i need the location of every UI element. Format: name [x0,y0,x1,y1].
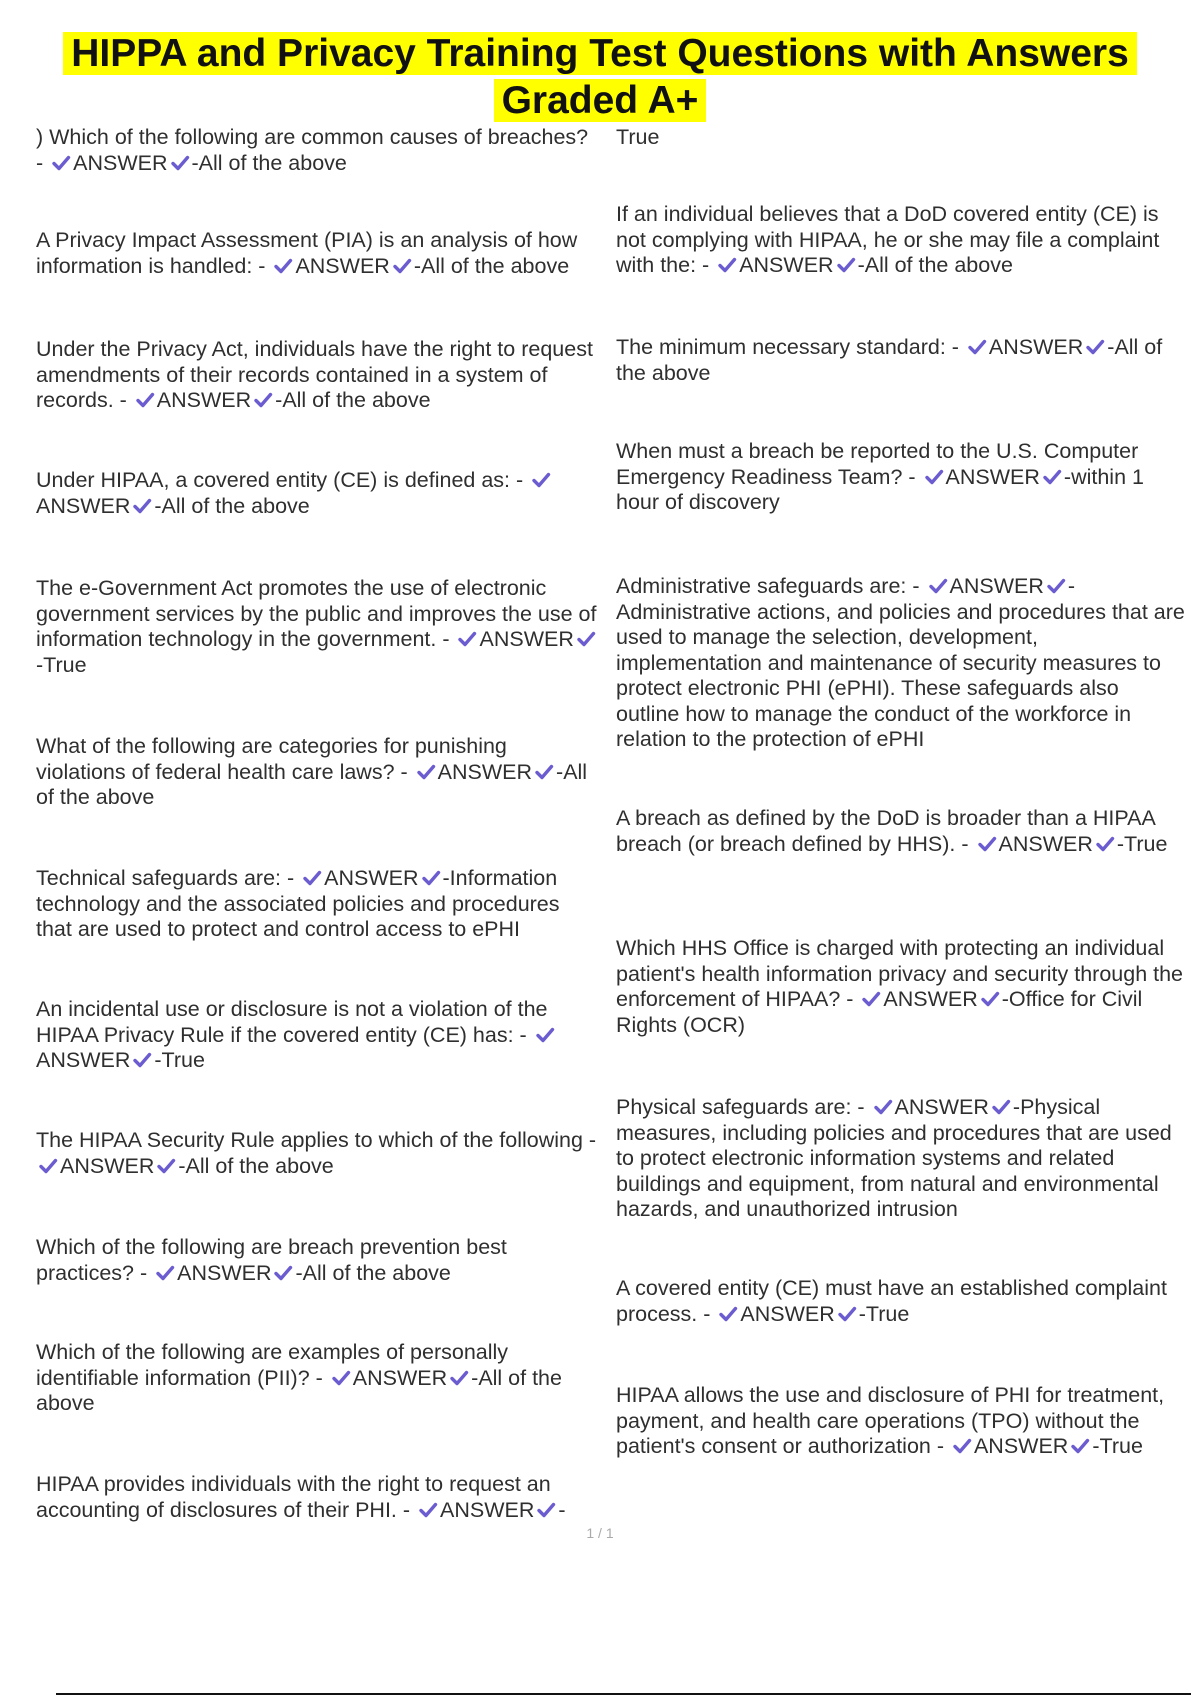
check-icon [421,868,441,888]
answer-label: ANSWER [156,388,252,412]
check-icon [1070,1436,1090,1456]
check-icon [273,1263,293,1283]
question-text: Which of the following are breach prevention best practices? - [36,1235,507,1285]
check-icon [132,496,152,516]
question-text: A Privacy Impact Assessment (PIA) is an analysis of how information is handled: - [36,228,578,278]
qa-item [36,337,601,414]
qa-item [36,228,601,279]
qa-item [36,1128,601,1179]
question-text: HIPAA allows the use and disclosure of PHI for treatment, payment, and health care operations (TPO) without the patient's consent or authorization - [616,1383,1165,1458]
answer-label: ANSWER [988,335,1084,359]
answer-text: - [558,1497,566,1522]
question-text: ) Which of the following are common causes of breaches? - [36,125,589,175]
check-icon [1095,834,1115,854]
answer-text: -Information technology and the associated policies and procedures that are used to protect and control access to ePHI [36,866,560,941]
question-text: An incidental use or disclosure is not a violation of the HIPAA Privacy Rule if the covered entity (CE) has: - [36,997,548,1047]
answer-label: ANSWER [324,866,419,890]
check-icon [1042,467,1062,487]
check-icon [170,153,190,173]
qa-item [616,335,1186,386]
check-icon [132,1050,152,1070]
answer-label: ANSWER [73,150,168,175]
question-text: Technical safeguards are: - [36,866,301,890]
answer-text: -All of the above [191,150,347,175]
check-icon [449,1368,469,1388]
question-text: Which of the following are examples of personally identifiable information (PII)? - [36,1340,509,1390]
question-text: What of the following are categories for punishing violations of federal health care laws? - [36,734,507,784]
page-number: 1 / 1 [586,1525,614,1541]
qa-item [36,576,601,678]
check-icon [717,255,737,275]
check-icon [718,1304,738,1324]
check-icon [980,989,1000,1009]
check-icon [873,1097,893,1117]
answer-text: -within 1 hour of discovery [616,464,1144,514]
check-icon [273,256,293,276]
check-icon [38,1156,58,1176]
check-icon [837,1304,857,1324]
check-icon [457,629,477,649]
check-icon [535,1025,555,1045]
check-icon [967,337,987,357]
footer-divider [56,1693,1191,1695]
document-title [30,30,1170,124]
question-text: A breach as defined by the DoD is broader than a HIPAA breach (or breach defined by HHS). - [616,806,1155,856]
answer-label: ANSWER [177,1260,272,1285]
check-icon [156,1156,176,1176]
qa-item [36,866,601,943]
answer-label: ANSWER [440,1497,535,1522]
question-text: If an individual believes that a DoD covered entity (CE) is not complying with HIPAA, he or she may file a complaint with the: - [616,202,1160,277]
answer-label: ANSWER [973,1434,1069,1458]
answer-text: -All of the above [154,493,310,518]
qa-item [36,468,601,519]
check-icon [977,834,997,854]
qa-item [36,1472,601,1523]
qa-item [616,574,1186,753]
answer-label: ANSWER [945,464,1040,489]
question-text: When must a breach be reported to the U.S. Computer Emergency Readiness Team? - [616,439,1139,489]
check-icon [416,762,436,782]
check-icon [836,255,856,275]
answer-text: -True [36,652,87,677]
qa-item [36,997,601,1074]
qa-item [616,1383,1186,1460]
question-text: Under the Privacy Act, individuals have the right to request amendments of their records contained in a system of records. - [36,337,593,412]
answer-text: -All of the above [616,335,1163,385]
qa-item [616,1095,1186,1223]
answer-text: -All of the above [275,388,431,412]
check-icon [534,762,554,782]
check-icon [576,629,596,649]
qa-item [36,734,601,811]
question-text: Administrative safeguards are: - [616,574,926,598]
answer-text: -All of the above [857,253,1013,277]
answer-text: -Administrative actions, and policies and procedures that are used to manage the selection, development, implementation and maintenance of security measures to protect electronic PHI (ePHI). These safeguards also outline how to manage the conduct of the workforce in relation to the protection of ePHI [616,574,1185,751]
answer-label: ANSWER [739,253,834,277]
answer-label: ANSWER [36,1048,131,1072]
qa-item [36,125,601,176]
answer-label: ANSWER [894,1095,989,1119]
check-icon [536,1500,556,1520]
title-line-2: Graded A+ [494,79,707,122]
answer-text: -Office for Civil Rights (OCR) [616,987,1143,1037]
question-text: True [616,125,660,149]
check-icon [531,470,551,490]
answer-label: ANSWER [479,627,574,651]
answer-label: ANSWER [36,493,131,518]
answer-label: ANSWER [437,759,533,784]
answer-label: ANSWER [949,574,1044,598]
answer-text: -True [858,1301,910,1326]
answer-text: -All of the above [413,253,570,278]
answer-label: ANSWER [352,1365,448,1390]
check-icon [861,989,881,1009]
check-icon [924,467,944,487]
question-text: Which HHS Office is charged with protecting an individual patient's health information privacy and security through the enforcement of HIPAA? - [616,936,1184,1011]
qa-item [616,439,1186,516]
answer-label: ANSWER [883,987,978,1011]
question-text: A covered entity (CE) must have an established complaint process. - [616,1276,1167,1326]
answer-label: ANSWER [740,1301,835,1326]
question-text: HIPAA provides individuals with the right to request an accounting of disclosures of their PHI. - [36,1472,551,1522]
question-text: The e-Government Act promotes the use of electronic government services by the public and improves the use of information technology in the government. - [36,576,597,651]
answer-label: ANSWER [295,253,390,278]
answer-label: ANSWER [60,1153,155,1178]
answer-text: -All of the above [36,1365,562,1415]
check-icon [135,390,155,410]
check-icon [331,1368,351,1388]
check-icon [51,153,71,173]
answer-text: -True [1092,1434,1143,1458]
answer-text: -All of the above [36,759,588,809]
question-text: Under HIPAA, a covered entity (CE) is defined as: - [36,468,530,492]
qa-item [36,1340,601,1417]
question-text: The minimum necessary standard: - [616,335,965,359]
title-line-1: HIPPA and Privacy Training Test Questions with Answers [63,32,1137,75]
question-text: Physical safeguards are: - [616,1095,871,1119]
question-text: The HIPAA Security Rule applies to which of the following - [36,1128,597,1152]
check-icon [392,256,412,276]
check-icon [253,390,273,410]
qa-item [616,202,1186,279]
qa-item [616,936,1186,1038]
answer-text: -All of the above [295,1260,451,1285]
check-icon [928,576,948,596]
answer-text: -All of the above [178,1153,334,1178]
check-icon [991,1097,1011,1117]
check-icon [418,1500,438,1520]
qa-item [36,1235,601,1286]
qa-item [616,125,1186,151]
answer-text: -True [154,1048,205,1072]
check-icon [1085,337,1105,357]
answer-text: -True [1116,831,1168,856]
check-icon [952,1436,972,1456]
check-icon [155,1263,175,1283]
qa-item [616,1276,1186,1327]
answer-text: -Physical measures, including policies and procedures that are used to protect electronic information systems and related buildings and equipment, from natural and environmental hazards, and unauthorized intrusion [616,1095,1172,1221]
answer-label: ANSWER [998,831,1093,856]
qa-item [616,806,1186,857]
check-icon [1046,576,1066,596]
check-icon [302,868,322,888]
